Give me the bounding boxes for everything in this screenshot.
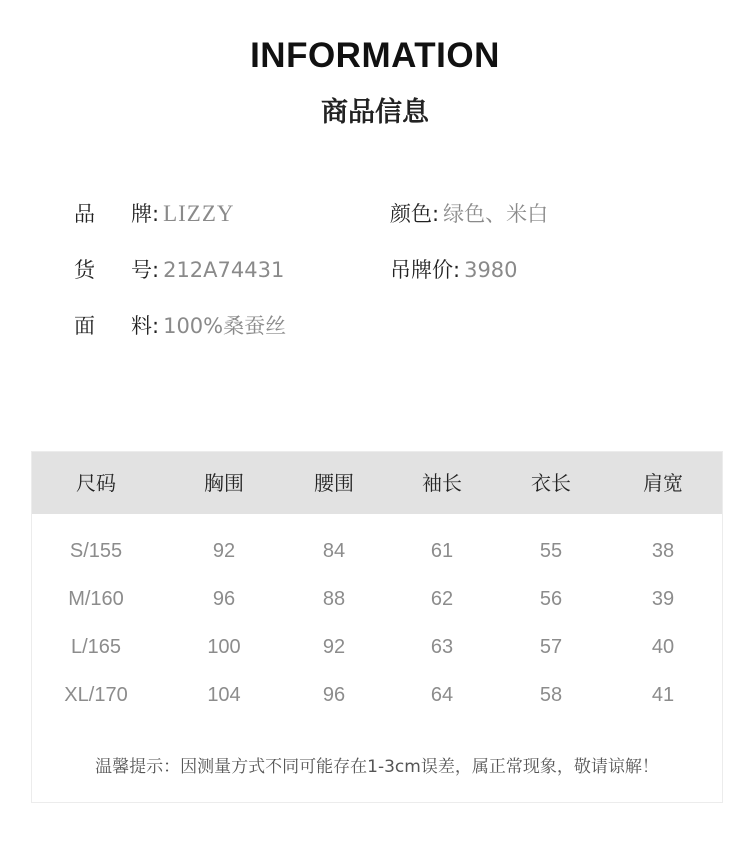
brand-value: LIZZY [163, 201, 235, 226]
header-size: 尺码 [76, 471, 116, 495]
cell-chest: 104 [207, 684, 241, 706]
cell-waist: 92 [322, 636, 346, 658]
brand-label: 品 牌 [74, 202, 152, 226]
cell-shoulder: 41 [651, 684, 675, 706]
header-waist: 腰围 [314, 471, 354, 495]
info-color: 颜色 : 绿色、米白 [390, 198, 548, 228]
cell-length: 55 [539, 540, 563, 562]
cell-chest: 96 [212, 588, 236, 610]
cell-size: M/160 [68, 588, 124, 610]
cell-chest: 100 [207, 636, 241, 658]
cell-sleeve: 64 [430, 684, 454, 706]
tag-price-value: 3980 [464, 258, 518, 282]
table-row [32, 584, 722, 614]
color-value: 绿色、米白 [443, 202, 549, 226]
cell-sleeve: 61 [430, 540, 454, 562]
size-table [31, 451, 723, 803]
table-row [32, 680, 722, 710]
color-label: 颜色 [390, 202, 432, 226]
info-fabric: 面 料 : 100%桑蚕丝 [74, 310, 286, 340]
cell-sleeve: 62 [430, 588, 454, 610]
cell-length: 58 [539, 684, 563, 706]
title-chinese: 商品信息 [321, 97, 429, 128]
table-header [32, 452, 722, 514]
cell-shoulder: 40 [651, 636, 675, 658]
tag-price-label: 吊牌价 [390, 258, 453, 282]
cell-length: 57 [539, 636, 563, 658]
fabric-label: 面 料 [74, 314, 152, 338]
cell-waist: 96 [322, 684, 346, 706]
cell-shoulder: 38 [651, 540, 675, 562]
fabric-value: 100%桑蚕丝 [163, 314, 287, 338]
info-item-number: 货 号 : 212A74431 [74, 254, 284, 284]
header-chest: 胸围 [204, 471, 244, 495]
item-number-label: 货 号 [74, 258, 152, 282]
table-row [32, 536, 722, 566]
item-number-value: 212A74431 [163, 258, 285, 282]
cell-sleeve: 63 [430, 636, 454, 658]
table-row [32, 632, 722, 662]
title-english: INFORMATION [250, 36, 500, 75]
cell-size: L/165 [70, 636, 122, 658]
header-sleeve: 袖长 [422, 471, 462, 495]
cell-length: 56 [539, 588, 563, 610]
cell-chest: 92 [212, 540, 236, 562]
cell-waist: 88 [322, 588, 346, 610]
info-tag-price: 吊牌价 : 3980 [390, 254, 518, 284]
header-shoulder: 肩宽 [643, 471, 683, 495]
product-info [0, 0, 750, 360]
cell-size: XL/170 [64, 684, 128, 706]
cell-size: S/155 [69, 540, 123, 562]
cell-shoulder: 39 [651, 588, 675, 610]
measurement-note: 温馨提示：因测量方式不同可能存在1-3cm误差，属正常现象，敬请谅解！ [95, 757, 659, 777]
info-brand: 品 牌 : LIZZY [74, 198, 235, 228]
header-length: 衣长 [531, 471, 571, 495]
cell-waist: 84 [322, 540, 346, 562]
